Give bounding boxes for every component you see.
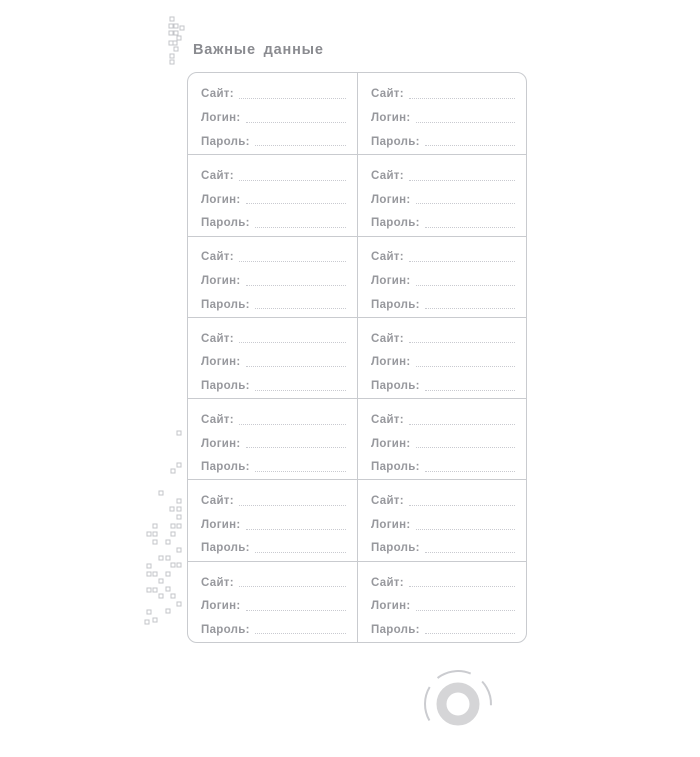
field-login — [201, 427, 346, 450]
field-password-line[interactable] — [425, 552, 515, 553]
field-login-label: Логин: — [201, 111, 241, 124]
field-login-line[interactable] — [246, 366, 346, 367]
field-password — [201, 451, 346, 474]
field-login-line[interactable] — [416, 122, 515, 123]
field-password-line[interactable] — [255, 471, 346, 472]
field-site-label: Сайт: — [371, 576, 404, 589]
credentials-cell — [357, 318, 526, 398]
field-password — [201, 370, 346, 393]
field-site-label: Сайт: — [201, 170, 234, 183]
credentials-table — [187, 72, 527, 643]
credentials-cell — [357, 73, 526, 154]
field-login-label: Логин: — [371, 275, 411, 288]
field-site-line[interactable] — [409, 342, 515, 343]
field-site-line[interactable] — [409, 98, 515, 99]
logo-donut-icon — [408, 657, 508, 757]
table-row — [188, 561, 526, 642]
field-login-line[interactable] — [246, 122, 346, 123]
field-password-label: Пароль: — [201, 298, 250, 311]
table-row — [188, 154, 526, 235]
field-login-label: Логин: — [201, 275, 241, 288]
field-password-label: Пароль: — [201, 461, 250, 474]
field-password-label: Пароль: — [371, 135, 420, 148]
field-site-label: Сайт: — [201, 332, 234, 345]
field-password-line[interactable] — [425, 390, 515, 391]
field-login — [371, 183, 515, 206]
field-site-label: Сайт: — [201, 576, 234, 589]
field-site-line[interactable] — [239, 261, 346, 262]
field-login-line[interactable] — [246, 203, 346, 204]
field-site-line[interactable] — [239, 342, 346, 343]
field-site-line[interactable] — [409, 586, 515, 587]
credentials-cell — [357, 399, 526, 479]
field-password-line[interactable] — [425, 227, 515, 228]
field-site-label: Сайт: — [371, 251, 404, 264]
field-site — [371, 485, 515, 508]
field-login-label: Логин: — [371, 193, 411, 206]
field-login-line[interactable] — [416, 285, 515, 286]
field-password-label: Пароль: — [371, 379, 420, 392]
field-password-line[interactable] — [255, 633, 346, 634]
field-login — [201, 590, 346, 613]
field-login-line[interactable] — [416, 366, 515, 367]
field-password-line[interactable] — [425, 145, 515, 146]
field-site — [201, 485, 346, 508]
field-password-label: Пароль: — [201, 542, 250, 555]
field-login-line[interactable] — [416, 529, 515, 530]
field-login — [371, 590, 515, 613]
field-site — [201, 241, 346, 264]
field-password-label: Пароль: — [201, 135, 250, 148]
field-password-label: Пароль: — [371, 461, 420, 474]
field-password-line[interactable] — [255, 227, 346, 228]
credentials-cell — [357, 480, 526, 560]
field-login — [201, 183, 346, 206]
field-site-label: Сайт: — [201, 414, 234, 427]
field-login-label: Логин: — [371, 600, 411, 613]
field-site-label: Сайт: — [201, 495, 234, 508]
field-password-line[interactable] — [255, 145, 346, 146]
field-site — [201, 322, 346, 345]
table-row — [188, 236, 526, 317]
field-login-label: Логин: — [201, 356, 241, 369]
field-site-line[interactable] — [239, 424, 346, 425]
credentials-cell — [357, 237, 526, 317]
field-site-label: Сайт: — [371, 88, 404, 101]
field-site — [201, 160, 346, 183]
field-site-label: Сайт: — [371, 170, 404, 183]
field-login-label: Логин: — [371, 356, 411, 369]
field-site-line[interactable] — [239, 180, 346, 181]
field-password — [371, 370, 515, 393]
field-password-label: Пароль: — [371, 542, 420, 555]
field-login — [371, 265, 515, 288]
credentials-cell — [188, 318, 357, 398]
field-login — [201, 346, 346, 369]
field-password — [371, 613, 515, 636]
field-login — [371, 102, 515, 125]
field-password — [201, 613, 346, 636]
page-title: Важные данные — [193, 42, 324, 58]
field-password — [371, 532, 515, 555]
field-site-line[interactable] — [409, 505, 515, 506]
field-password-label: Пароль: — [371, 217, 420, 230]
credentials-cell — [188, 480, 357, 560]
field-site — [371, 322, 515, 345]
field-login-label: Логин: — [371, 111, 411, 124]
field-site — [201, 78, 346, 101]
field-password — [371, 288, 515, 311]
field-login-label: Логин: — [201, 193, 241, 206]
field-login-label: Логин: — [201, 600, 241, 613]
field-site — [371, 241, 515, 264]
field-password-line[interactable] — [425, 633, 515, 634]
field-site-line[interactable] — [409, 180, 515, 181]
field-password-label: Пароль: — [371, 623, 420, 636]
field-password — [371, 207, 515, 230]
field-login-line[interactable] — [246, 529, 346, 530]
field-login-line[interactable] — [246, 610, 346, 611]
table-row — [188, 317, 526, 398]
field-login — [371, 346, 515, 369]
table-row — [188, 73, 526, 154]
field-password — [201, 125, 346, 148]
field-password-line[interactable] — [255, 390, 346, 391]
field-login — [371, 509, 515, 532]
field-login — [371, 427, 515, 450]
field-site-line[interactable] — [239, 505, 346, 506]
field-site — [201, 566, 346, 589]
field-login — [201, 265, 346, 288]
credentials-cell — [188, 237, 357, 317]
field-login-line[interactable] — [416, 447, 515, 448]
field-site — [371, 160, 515, 183]
table-row — [188, 479, 526, 560]
field-site — [371, 78, 515, 101]
field-site-label: Сайт: — [371, 332, 404, 345]
field-login-label: Логин: — [201, 437, 241, 450]
field-login-label: Логин: — [371, 437, 411, 450]
field-site-line[interactable] — [239, 586, 346, 587]
credentials-cell — [188, 155, 357, 235]
field-password — [201, 288, 346, 311]
field-login-label: Логин: — [371, 518, 411, 531]
field-site — [371, 404, 515, 427]
credentials-cell — [188, 399, 357, 479]
field-login-line[interactable] — [246, 447, 346, 448]
field-password — [371, 125, 515, 148]
field-login — [201, 102, 346, 125]
field-password-label: Пароль: — [371, 298, 420, 311]
credentials-cell — [188, 562, 357, 642]
field-login-line[interactable] — [246, 285, 346, 286]
field-password-label: Пароль: — [201, 217, 250, 230]
field-site — [371, 566, 515, 589]
field-password-line[interactable] — [425, 471, 515, 472]
field-password — [201, 532, 346, 555]
field-site-line[interactable] — [409, 261, 515, 262]
field-site-label: Сайт: — [201, 251, 234, 264]
field-password-line[interactable] — [255, 308, 346, 309]
field-login — [201, 509, 346, 532]
field-site-line[interactable] — [239, 98, 346, 99]
field-site-label: Сайт: — [371, 495, 404, 508]
credentials-cell — [357, 155, 526, 235]
credentials-cell — [357, 562, 526, 642]
field-site-line[interactable] — [409, 424, 515, 425]
field-site-label: Сайт: — [201, 88, 234, 101]
field-site — [201, 404, 346, 427]
field-password-line[interactable] — [425, 308, 515, 309]
field-password-label: Пароль: — [201, 623, 250, 636]
field-password-line[interactable] — [255, 552, 346, 553]
field-login-label: Логин: — [201, 518, 241, 531]
field-site-label: Сайт: — [371, 414, 404, 427]
field-login-line[interactable] — [416, 203, 515, 204]
field-password-label: Пароль: — [201, 379, 250, 392]
field-login-line[interactable] — [416, 610, 515, 611]
field-password — [371, 451, 515, 474]
credentials-cell — [188, 73, 357, 154]
field-password — [201, 207, 346, 230]
table-row — [188, 398, 526, 479]
